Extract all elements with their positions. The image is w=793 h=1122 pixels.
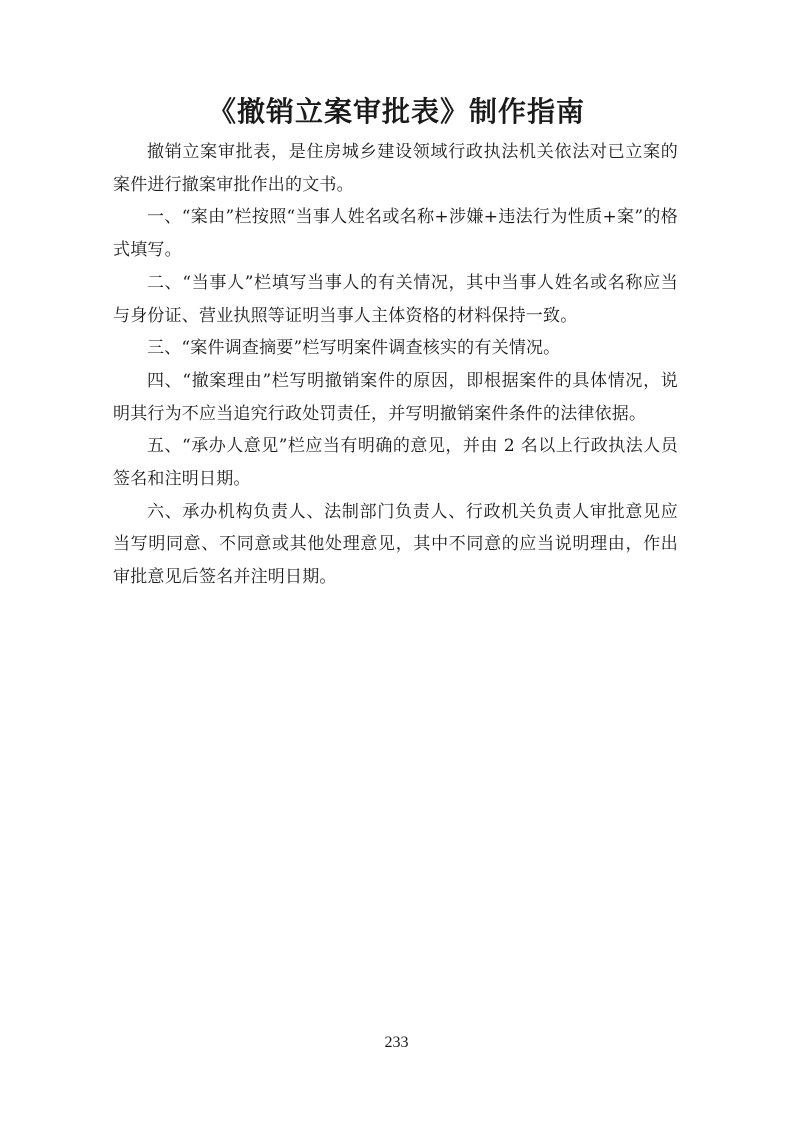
- guideline-paragraph-2: 二、“当事人”栏填写当事人的有关情况，其中当事人姓名或名称应当与身份证、营业执照等证明当事人主体资格的材料保持一致。: [113, 272, 678, 326]
- guideline-paragraph-4: 四、“撤案理由”栏写明撤销案件的原因，即根据案件的具体情况，说明其行为不应当追究行政处罚责任，并写明撤销案件条件的法律依据。: [113, 370, 678, 424]
- guideline-paragraph-6: 六、承办机构负责人、法制部门负责人、行政机关负责人审批意见应当写明同意、不同意或其他处理意见，其中不同意的应当说明理由，作出审批意见后签名并注明日期。: [113, 501, 678, 588]
- document-title: 《撤销立案审批表》制作指南: [207, 95, 585, 128]
- guideline-paragraph-1: 一、“案由”栏按照“当事人姓名或名称+涉嫌+违法行为性质+案”的格式填写。: [113, 207, 678, 261]
- guideline-paragraph-5: 五、“承办人意见”栏应当有明确的意见，并由 2 名以上行政执法人员签名和注明日期。: [113, 436, 678, 490]
- document-body: [113, 136, 678, 594]
- intro-paragraph: 撤销立案审批表，是住房城乡建设领域行政执法机关依法对已立案的案件进行撤案审批作出的文书。: [113, 142, 678, 195]
- page-number: 233: [384, 1034, 409, 1051]
- guideline-paragraph-3: 三、“案件调查摘要”栏写明案件调查核实的有关情况。: [147, 338, 561, 359]
